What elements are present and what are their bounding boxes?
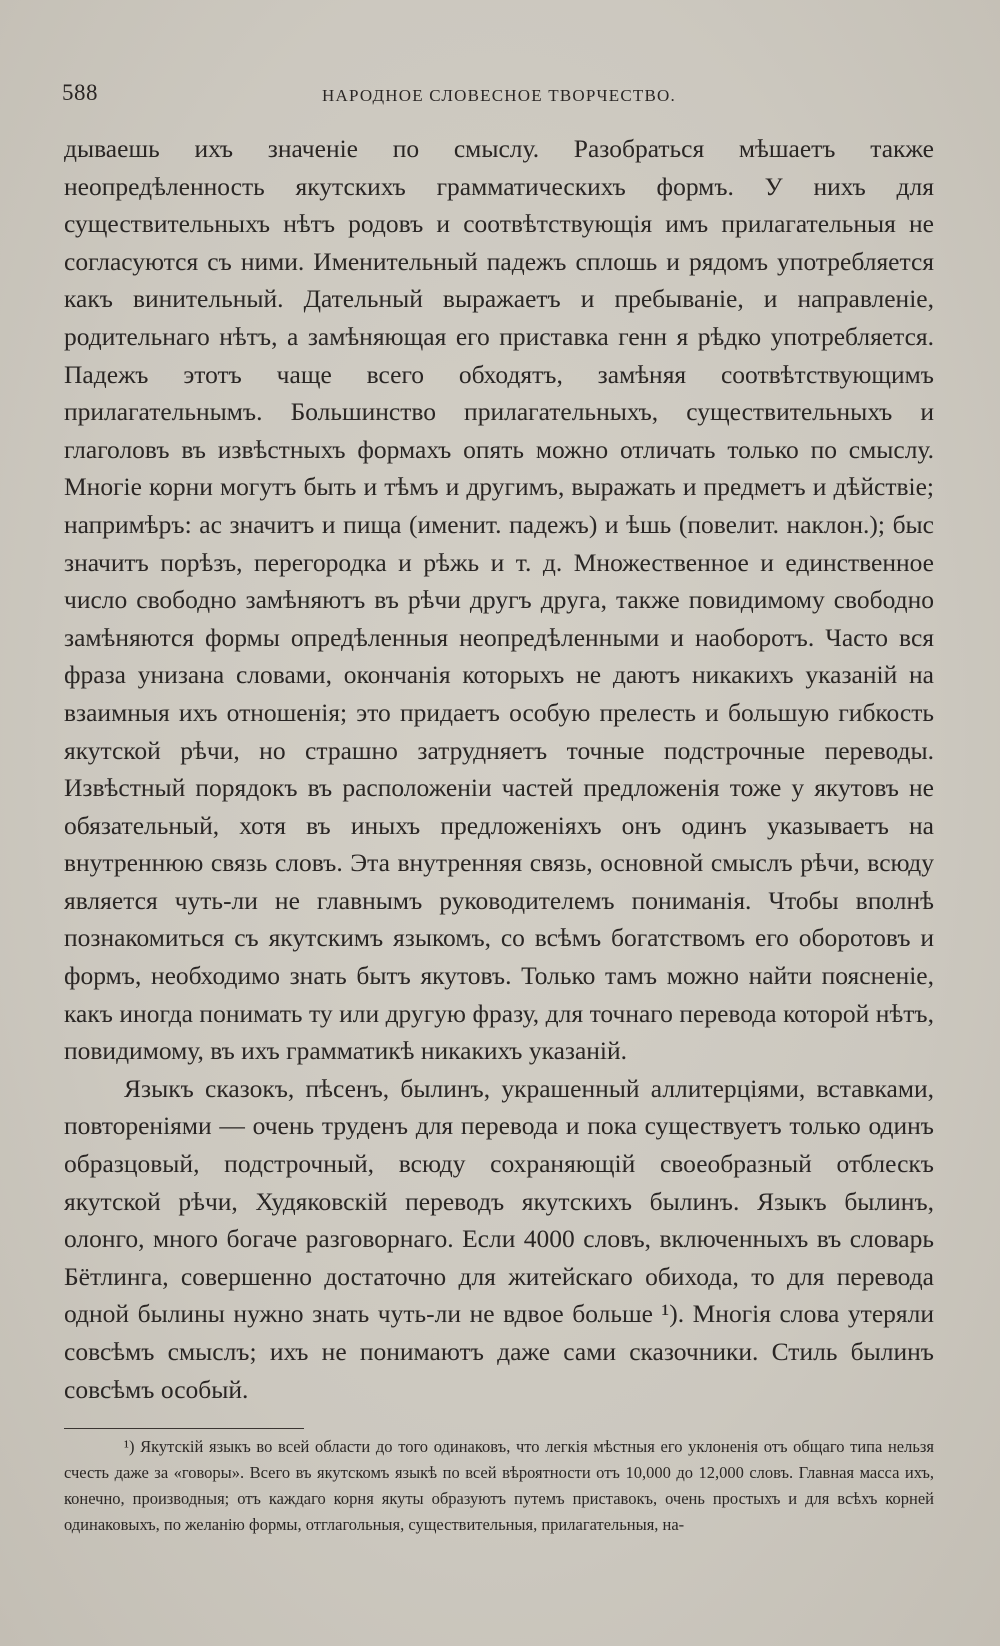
page-number: 588 — [62, 80, 98, 105]
paragraph-1: дываешь ихъ значенiе по смыслу. Разобраться мѣшаетъ также неопредѣленность якутскихъ грамматическихъ формъ. У нихъ для существительныхъ нѣтъ родовъ и соотвѣтствующiя имъ прилагательныя не согласуются съ ними. Именительный падежъ сплошь и рядомъ употребляется какъ винительный. Дательный выражаетъ и пребыванiе, и направленiе, родительнаго нѣтъ, а замѣняющая его приставка генн я рѣдко употребляется. Падежъ этотъ чаще всего обходятъ, замѣняя соотвѣтствующимъ прилагательнымъ. Большинство прилагательныхъ, существительныхъ и глаголовъ въ извѣстныхъ формахъ опять можно отличать только по смыслу. Многiе корни могутъ быть и тѣмъ и другимъ, выражать и предметъ и дѣйствiе; напримѣръ: ас значитъ и пища (именит. падежъ) и ѣшь (повелит. наклон.); быс значитъ порѣзъ, перегородка и рѣжь и т. д. Множественное и единственное число свободно замѣняютъ въ рѣчи другъ друга, также повидимому свободно замѣняются формы опредѣленныя неопредѣленными и наоборотъ. Часто вся фраза унизана словами, окончанiя которыхъ не даютъ никакихъ указанiй на взаимныя ихъ отношенiя; это придаетъ особую прелесть и большую гибкость якутской рѣчи, но страшно затрудняетъ точные подстрочные переводы. Извѣстный порядокъ въ расположенiи частей предложенiя тоже у якутовъ не обязательный, хотя въ иныхъ предложенiяхъ онъ одинъ указываетъ на внутреннюю связь словъ. Эта внутренняя связь, основной смыслъ рѣчи, всюду является чуть-ли не главнымъ руководителемъ пониманiя. Чтобы вполнѣ познакомиться съ якутскимъ языкомъ, со всѣмъ богатствомъ его оборотовъ и формъ, необходимо знать бытъ якутовъ. Только тамъ можно найти поясненiе, какъ иногда понимать ту или другую фразу, для точнаго перевода которой нѣтъ, повидимому, въ ихъ грамматикѣ никакихъ указанiй. — [64, 134, 934, 1066]
footnote-divider — [64, 1428, 304, 1429]
paragraph-2: Языкъ сказокъ, пѣсенъ, былинъ, украшенный аллитерцiями, вставками, повторенiями — очень труденъ для перевода и пока существуетъ только одинъ образцовый, подстрочный, всюду сохраняющiй своеобразный отблескъ якутской рѣчи, Худяковскiй переводъ якутскихъ былинъ. Языкъ былинъ, олонго, много богаче разговорнаго. Если 4000 словъ, включенныхъ въ словарь Бётлинга, совершенно достаточно для житейскаго обихода, то для перевода одной былины нужно знать чуть-ли не вдвое больше ¹). Многiя слова утеряли совсѣмъ смыслъ; ихъ не понимаютъ даже сами сказочники. Стиль былинъ совсѣмъ особый. — [64, 1073, 934, 1404]
footnote-1: ¹) Якутскiй языкъ во всей области до того одинаковъ, что легкiя мѣстныя его уклоненiя отъ общаго типа нельзя счесть даже за «говоры». Всего въ якутскомъ языкѣ по всей вѣроятности отъ 10,000 до 12,000 словъ. Главная масса ихъ, конечно, производныя; отъ каждаго корня якуты образуютъ путемъ приставокъ, очень простыхъ и для всѣхъ корней одинаковыхъ, по желанiю формы, отглагольныя, существительныя, прилагательныя, на- — [64, 1437, 934, 1534]
footnotes — [64, 1434, 934, 1538]
main-text — [64, 130, 934, 1408]
running-title: НАРОДНОЕ СЛОВЕСНОЕ ТВОРЧЕСТВО. — [322, 86, 676, 105]
page-header — [62, 72, 936, 116]
